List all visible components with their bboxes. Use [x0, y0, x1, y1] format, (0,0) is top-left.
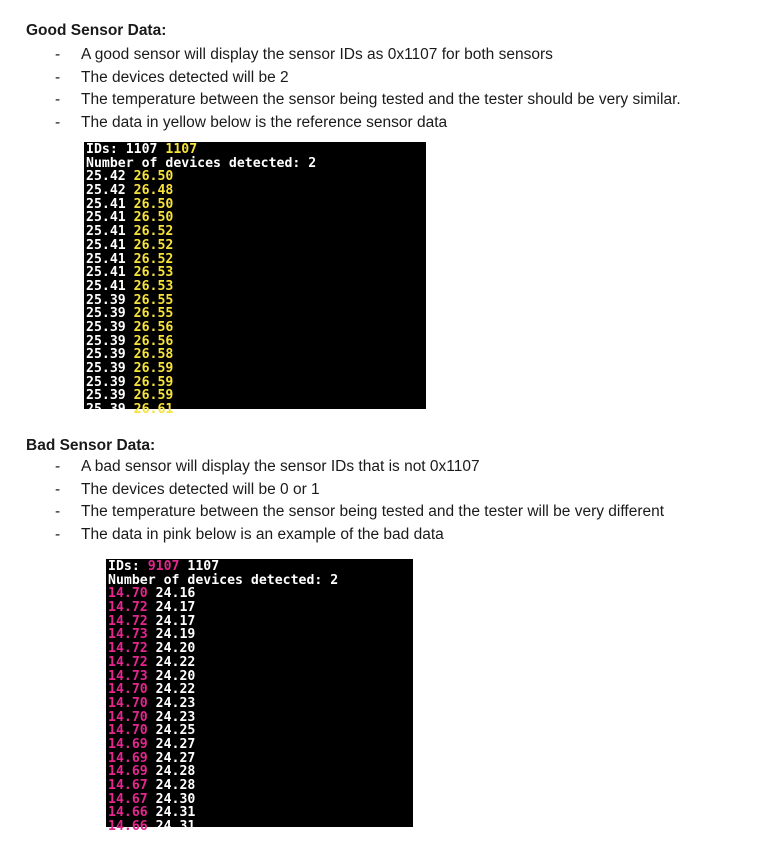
console-data-row: [86, 403, 426, 417]
test-sensor-value: 14.66: [108, 805, 148, 821]
list-item: - The data in yellow below is the reference sensor data: [55, 113, 448, 131]
reference-sensor-value: 24.25: [155, 723, 196, 739]
console-data-row: [86, 335, 426, 349]
console-ids-line: IDs: 1107 1107: [86, 142, 198, 157]
console-data-row: [86, 321, 426, 335]
test-sensor-value: 14.67: [108, 791, 148, 807]
console-data-row: [86, 294, 426, 308]
reference-sensor-value: 24.22: [155, 654, 196, 670]
console-data-rows: [86, 170, 426, 416]
console-data-row: [86, 184, 426, 198]
console-devices-line: Number of devices detected: 2: [108, 572, 339, 588]
reference-sensor-value: 24.31: [155, 805, 196, 821]
test-sensor-value: 14.69: [108, 764, 148, 780]
list-item: - The data in pink below is an example of the bad data: [55, 525, 444, 543]
reference-sensor-value: 26.52: [133, 224, 174, 240]
reference-sensor-value: 24.31: [155, 819, 196, 835]
list-item: - The temperature between the sensor being tested and the tester should be very similar.: [55, 91, 681, 108]
reference-sensor-value: 24.19: [155, 627, 196, 643]
test-sensor-value: 14.70: [108, 682, 148, 698]
reference-sensor-value: 24.28: [155, 778, 196, 793]
test-sensor-value: 25.41: [86, 210, 126, 226]
list-item: - A bad sensor will display the sensor IDs that is not 0x1107: [55, 458, 480, 475]
console-data-row: [86, 239, 426, 253]
reference-sensor-value: 24.22: [155, 682, 196, 698]
good-section-title: Good Sensor Data:: [26, 22, 167, 39]
console-data-row: [108, 683, 413, 697]
console-data-row: [108, 615, 413, 629]
console-data-row: [108, 752, 413, 766]
reference-sensor-value: 24.20: [155, 641, 196, 657]
test-sensor-value: 14.70: [108, 586, 148, 602]
console-data-row: [86, 362, 426, 376]
console-data-row: [108, 587, 413, 601]
console-data-row: [108, 642, 413, 656]
reference-sensor-value: 26.48: [133, 183, 174, 199]
reference-sensor-value: 24.27: [155, 736, 196, 752]
test-sensor-value: 25.39: [86, 306, 126, 322]
bad-bullet-list: [0, 456, 664, 546]
list-item: - The devices detected will be 0 or 1: [55, 480, 320, 498]
test-sensor-value: 14.72: [108, 613, 148, 629]
console-data-row: [86, 253, 426, 267]
console-data-row: [108, 765, 413, 779]
reference-sensor-value: 26.58: [133, 347, 174, 363]
console-data-row: [108, 779, 413, 793]
test-sensor-value: 25.39: [86, 388, 126, 404]
test-sensor-value: 14.73: [108, 627, 148, 643]
reference-sensor-value: 26.55: [133, 292, 174, 308]
reference-sensor-value: 26.59: [133, 388, 174, 404]
bad-console-screenshot: [106, 559, 413, 835]
reference-sensor-value: 26.52: [133, 237, 174, 253]
test-sensor-value: 25.39: [86, 402, 126, 418]
reference-sensor-value: 26.59: [133, 361, 174, 376]
test-sensor-value: 25.41: [86, 251, 126, 267]
reference-sensor-value: 26.50: [133, 210, 174, 226]
console-data-row: [86, 348, 426, 362]
test-sensor-value: 25.42: [86, 169, 126, 185]
list-item: - A good sensor will display the sensor IDs as 0x1107 for both sensors: [55, 46, 553, 63]
console-data-row: [86, 389, 426, 403]
reference-sensor-value: 26.59: [133, 374, 174, 390]
console-data-row: [108, 656, 413, 670]
list-item: - The devices detected will be 2: [55, 68, 289, 86]
reference-sensor-value: 24.16: [155, 586, 196, 602]
console-data-row: [108, 793, 413, 807]
test-sensor-value: 25.39: [86, 333, 126, 349]
test-sensor-value: 14.72: [108, 654, 148, 670]
test-sensor-value: 14.69: [108, 736, 148, 752]
reference-sensor-value: 26.56: [133, 319, 174, 335]
console-data-row: [86, 225, 426, 239]
test-sensor-value: 25.41: [86, 237, 126, 253]
test-sensor-value: 14.70: [108, 695, 148, 711]
console-data-row: [108, 697, 413, 711]
test-sensor-value: 14.72: [108, 600, 148, 616]
test-sensor-value: 14.67: [108, 778, 148, 793]
console-data-row: [108, 628, 413, 642]
reference-sensor-value: 26.55: [133, 306, 174, 322]
test-sensor-value: 25.39: [86, 292, 126, 308]
test-sensor-value: 25.41: [86, 265, 126, 281]
test-sensor-value: 25.39: [86, 361, 126, 376]
console-devices-line: Number of devices detected: 2: [86, 155, 317, 171]
test-sensor-value: 25.39: [86, 319, 126, 335]
reference-sensor-value: 24.23: [155, 709, 196, 725]
reference-sensor-value: 24.20: [155, 668, 196, 684]
reference-sensor-value: 26.61: [133, 402, 174, 418]
console-data-row: [108, 738, 413, 752]
console-data-row: [86, 266, 426, 280]
test-sensor-value: 25.41: [86, 196, 126, 212]
bad-section-title: Bad Sensor Data:: [26, 437, 156, 454]
console-data-row: [86, 307, 426, 321]
reference-sensor-value: 26.53: [133, 265, 174, 281]
test-sensor-value: 14.73: [108, 668, 148, 684]
test-sensor-value: 25.39: [86, 374, 126, 390]
reference-sensor-value: 26.56: [133, 333, 174, 349]
test-sensor-value: 25.41: [86, 224, 126, 240]
good-console-screenshot: [84, 142, 426, 418]
reference-sensor-value: 24.17: [155, 613, 196, 629]
good-bullet-list: [0, 44, 681, 134]
reference-sensor-value: 26.53: [133, 278, 174, 294]
reference-sensor-value: 24.23: [155, 695, 196, 711]
console-data-row: [86, 376, 426, 390]
console-data-row: [86, 280, 426, 294]
console-data-row: [86, 211, 426, 225]
test-sensor-value: 14.70: [108, 709, 148, 725]
reference-sensor-value: 24.28: [155, 764, 196, 780]
reference-sensor-value: 24.17: [155, 600, 196, 616]
console-data-row: [108, 806, 413, 820]
console-data-row: [108, 820, 413, 834]
console-data-rows: [108, 587, 413, 833]
reference-sensor-value: 26.52: [133, 251, 174, 267]
test-sensor-value: 14.66: [108, 819, 148, 835]
list-item: - The temperature between the sensor being tested and the tester will be very different: [55, 503, 665, 520]
test-sensor-value: 25.42: [86, 183, 126, 199]
test-sensor-value: 14.70: [108, 723, 148, 739]
console-data-row: [108, 670, 413, 684]
test-sensor-value: 14.69: [108, 750, 148, 766]
reference-sensor-value: 24.27: [155, 750, 196, 766]
reference-sensor-value: 26.50: [133, 196, 174, 212]
console-data-row: [108, 711, 413, 725]
console-data-row: [108, 601, 413, 615]
reference-sensor-value: 26.50: [133, 169, 174, 185]
test-sensor-value: 25.39: [86, 347, 126, 363]
console-ids-line: IDs: 9107 1107: [108, 559, 220, 574]
console-data-row: [86, 170, 426, 184]
test-sensor-value: 14.72: [108, 641, 148, 657]
console-data-row: [108, 724, 413, 738]
test-sensor-value: 25.41: [86, 278, 126, 294]
reference-sensor-value: 24.30: [155, 791, 196, 807]
console-data-row: [86, 198, 426, 212]
